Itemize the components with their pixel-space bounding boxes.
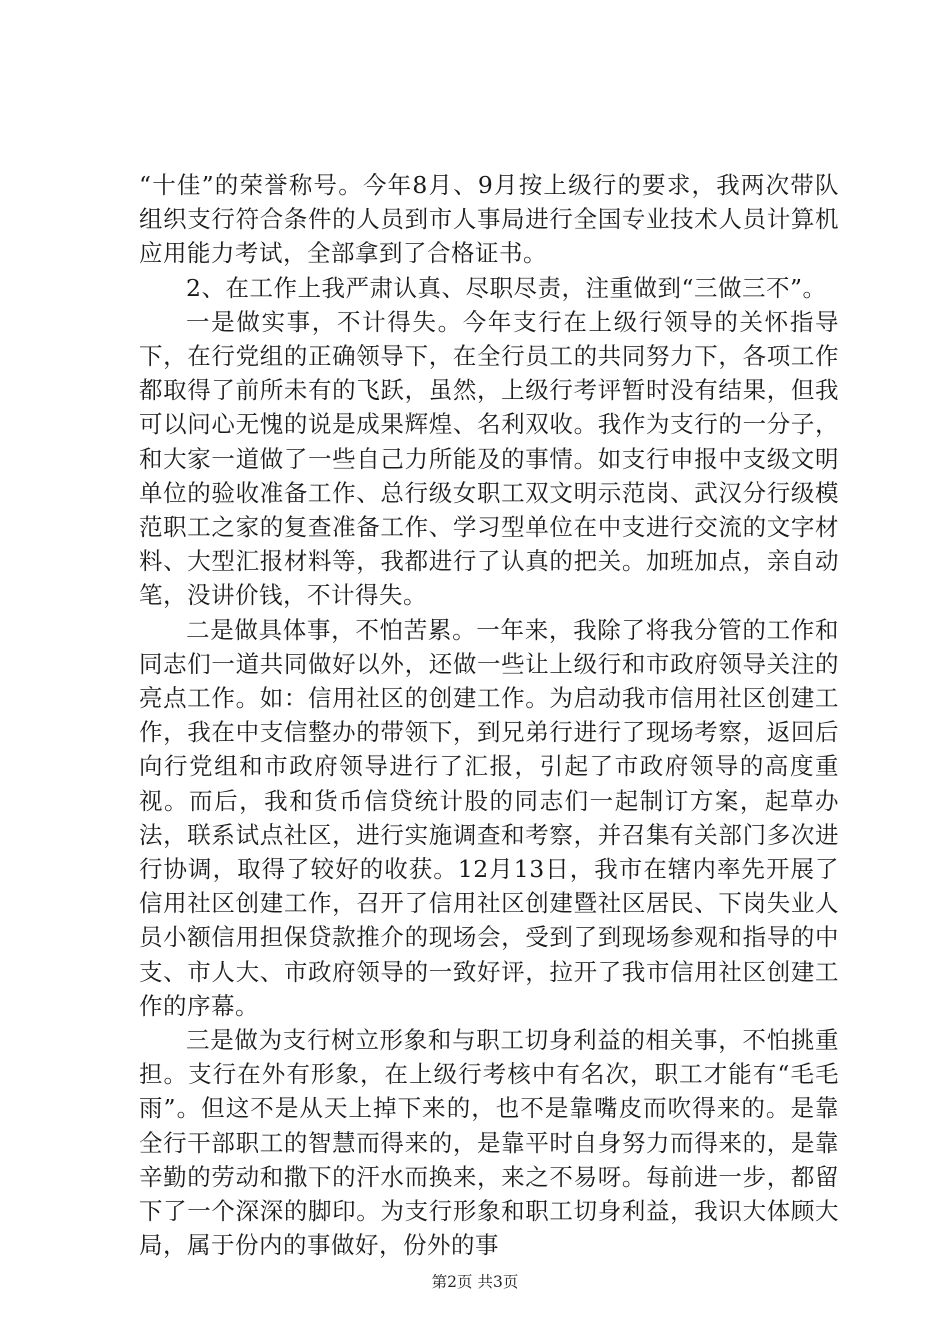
paragraph-2: 2、在工作上我严肃认真、尽职尽责，注重做到“三做三不”。	[186, 273, 827, 302]
document-body	[139, 168, 839, 1263]
paragraph-5: 三是做为支行树立形象和与职工切身利益的相关事，不怕挑重担。支行在外有形象，在上级行考核中有名次，职工才能有“毛毛雨”。但这不是从天上掉下来的，也不是靠嘴皮而吹得来的。是靠全行干部职工的智慧而得来的，是靠平时自身努力而得来的，是靠辛勤的劳动和撒下的汗水而换来，来之不易呀。每前进一步，都留下了一个深深的脚印。为支行形象和职工切身利益，我识大体顾大局，属于份内的事做好，份外的事	[139, 1026, 839, 1260]
page-number-footer: 第2页 共3页	[431, 1273, 519, 1291]
paragraph-3: 一是做实事，不计得失。今年支行在上级行领导的关怀指导下，在行党组的正确领导下，在全行员工的共同努力下，各项工作都取得了前所未有的飞跃，虽然，上级行考评暂时没有结果，但我可以问心无愧的说是成果辉煌、名利双收。我作为支行的一分子，和大家一道做了一些自己力所能及的事情。如支行申报中支级文明单位的验收准备工作、总行级女职工双文明示范岗、武汉分行级模范职工之家的复查准备工作、学习型单位在中支进行交流的文字材料、大型汇报材料等，我都进行了认真的把关。加班加点，亲自动笔，没讲价钱，不计得失。	[139, 307, 839, 610]
paragraph-4: 二是做具体事，不怕苦累。一年来，我除了将我分管的工作和同志们一道共同做好以外，还做一些让上级行和市政府领导关注的亮点工作。如：信用社区的创建工作。为启动我市信用社区创建工作，我在中支信整办的带领下，到兄弟行进行了现场考察，返回后向行党组和市政府领导进行了汇报，引起了市政府领导的高度重视。而后，我和货币信贷统计股的同志们一起制订方案，起草办法，联系试点社区，进行实施调查和考察，并召集有关部门多次进行协调，取得了较好的收获。12月13日，我市在辖内率先开展了信用社区创建工作，召开了信用社区创建暨社区居民、下岗失业人员小额信用担保贷款推介的现场会，受到了到现场参观和指导的中支、市人大、市政府领导的一致好评，拉开了我市信用社区创建工作的序幕。	[139, 615, 839, 1020]
paragraph-1: “十佳”的荣誉称号。今年8月、9月按上级行的要求，我两次带队组织支行符合条件的人员到市人事局进行全国专业技术人员计算机应用能力考试，全部拿到了合格证书。	[139, 171, 839, 268]
